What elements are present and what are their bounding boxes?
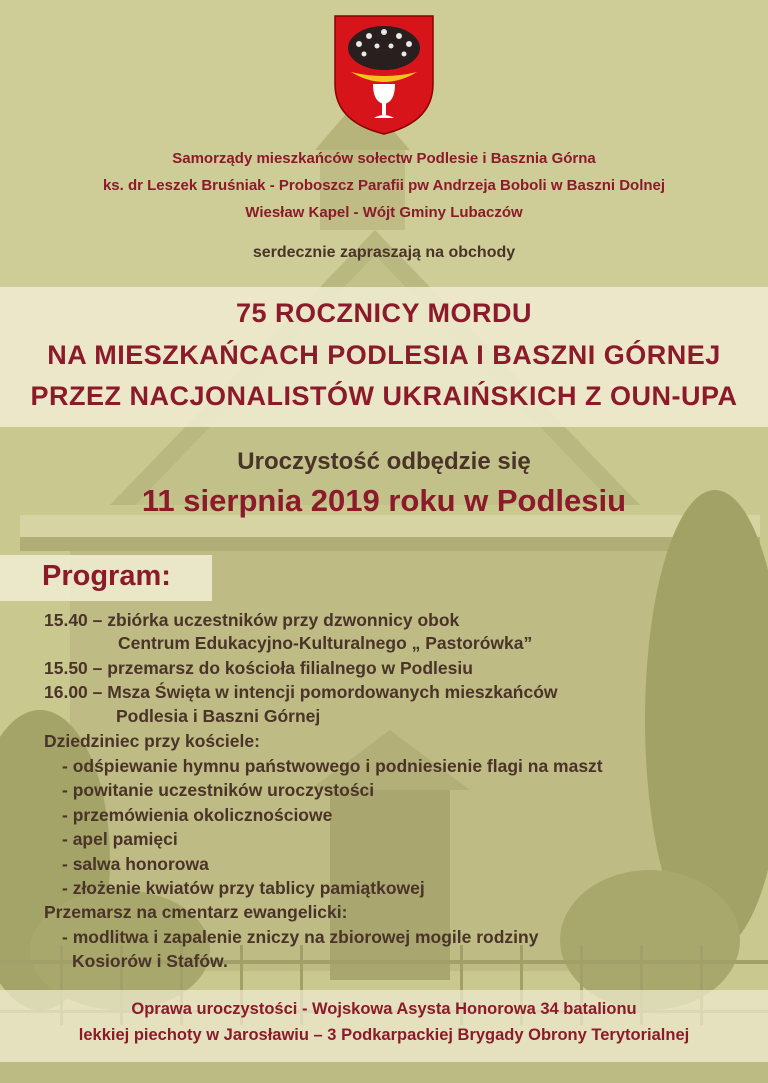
- program-item: - przemówienia okolicznościowe: [62, 805, 333, 825]
- headline-line-1: 75 ROCZNICY MORDU: [235, 298, 533, 328]
- program-item: 15.40 – zbiórka uczestników przy dzwonnicy obok: [44, 610, 460, 630]
- program-item: Przemarsz na cmentarz ewangelicki:: [44, 902, 348, 922]
- mayor-line: Wiesław Kapel - Wójt Gminy Lubaczów: [245, 204, 523, 221]
- program-item: Kosiorów i Stafów.: [72, 951, 228, 971]
- program-item: 15.50 – przemarsz do kościoła filialnego w Podlesiu: [44, 658, 473, 678]
- program-item: 16.00 – Msza Święta w intencji pomordowanych mieszkańców: [44, 682, 558, 702]
- honor-guard-line-1: Oprawa uroczystości - Wojskowa Asysta Honorowa 34 batalionu: [131, 1000, 637, 1018]
- program-item: - odśpiewanie hymnu państwowego i podniesienie flagi na maszt: [62, 756, 603, 776]
- invitation-text: serdecznie zapraszają na obchody: [252, 244, 516, 261]
- honor-guard-line-2: lekkiej piechoty w Jarosławiu – 3 Podkarpackiej Brygady Obrony Terytorialnej: [78, 1026, 690, 1044]
- program-item: - powitanie uczestników uroczystości: [62, 780, 375, 800]
- ceremony-announcement: Uroczystość odbędzie się: [237, 448, 531, 475]
- program-item: - modlitwa i zapalenie zniczy na zbiorowej mogile rodziny: [62, 927, 539, 947]
- program-item: Podlesia i Baszni Górnej: [116, 706, 321, 726]
- program-item: - apel pamięci: [62, 829, 178, 849]
- program-title: Program:: [42, 560, 171, 592]
- headline-line-3: PRZEZ NACJONALISTÓW UKRAIŃSKICH Z OUN-UPA: [30, 381, 738, 411]
- program-item: Dziedziniec przy kościele:: [44, 731, 260, 751]
- program-item: - salwa honorowa: [62, 854, 209, 874]
- program-item: - złożenie kwiatów przy tablicy pamiątkowej: [62, 878, 425, 898]
- organizers-line: Samorządy mieszkańców sołectw Podlesie i Basznia Górna: [172, 150, 596, 167]
- program-item: Centrum Edukacyjno-Kulturalnego „ Pastorówka”: [118, 633, 533, 653]
- headline-line-2: NA MIESZKAŃCACH PODLESIA I BASZNI GÓRNEJ: [47, 340, 721, 370]
- ceremony-date: 11 sierpnia 2019 roku w Podlesiu: [141, 483, 627, 518]
- coat-of-arms-icon: [333, 14, 435, 136]
- parish-priest-line: ks. dr Leszek Bruśniak - Proboszcz Parafii pw Andrzeja Boboli w Baszni Dolnej: [102, 177, 666, 194]
